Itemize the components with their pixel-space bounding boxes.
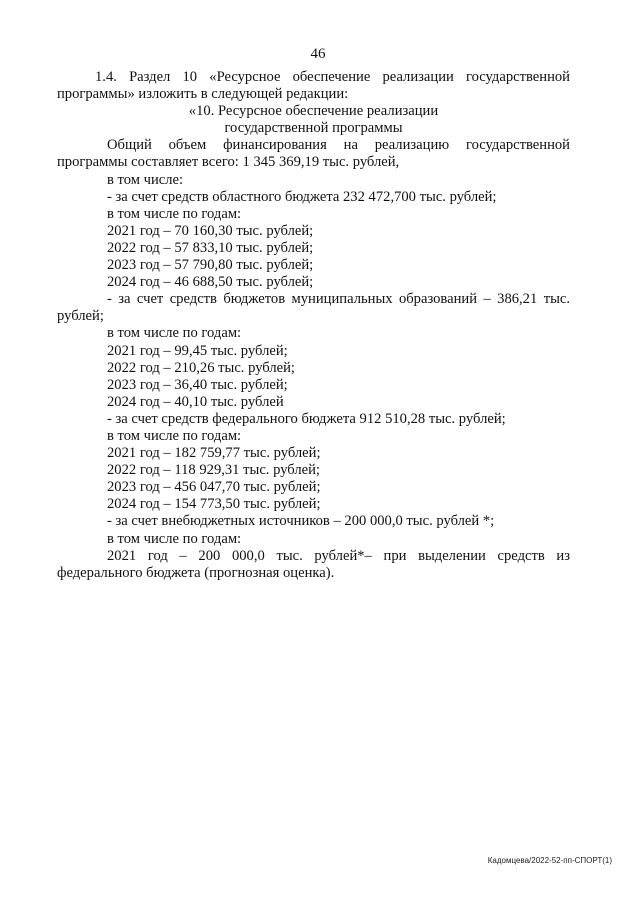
total-funding-line-2: программы составляет всего: 1 345 369,19 тыс. рублей, — [57, 154, 400, 171]
regional-year-2023: 2023 год – 57 790,80 тыс. рублей; — [107, 257, 314, 274]
extrabudgetary-year-2021-line-1: 2021 год – 200 000,0 тыс. рублей*– при выделении средств из — [107, 547, 570, 564]
municipal-year-2024: 2024 год – 40,10 тыс. рублей — [107, 393, 284, 410]
municipal-year-2022: 2022 год – 210,26 тыс. рублей; — [107, 359, 295, 376]
regional-budget-header: - за счет средств областного бюджета 232 472,700 тыс. рублей; — [107, 188, 497, 205]
regional-by-years-label: в том числе по годам: — [107, 205, 242, 222]
municipal-budget-header-line-2: рублей; — [57, 308, 104, 325]
paragraph-1-4-line-1: 1.4. Раздел 10 «Ресурсное обеспечение реализации государственной — [95, 69, 570, 85]
federal-year-2024: 2024 год – 154 773,50 тыс. рублей; — [107, 496, 321, 513]
page-number: 46 — [310, 46, 326, 62]
total-funding-line-1: Общий объем финансирования на реализацию государственной — [107, 137, 570, 154]
federal-year-2023: 2023 год – 456 047,70 тыс. рублей; — [107, 479, 321, 496]
document-body — [57, 69, 570, 582]
federal-by-years-label: в том числе по годам: — [107, 427, 242, 444]
extrabudgetary-year-2021-line-2: федерального бюджета (прогнозная оценка). — [57, 564, 335, 581]
municipal-year-2021: 2021 год – 99,45 тыс. рублей; — [107, 342, 288, 359]
including-label: в том числе: — [107, 171, 184, 188]
municipal-by-years-label: в том числе по годам: — [107, 325, 242, 342]
paragraph-1-4-line-2: программы» изложить в следующей редакции: — [57, 86, 349, 103]
regional-year-2022: 2022 год – 57 833,10 тыс. рублей; — [107, 239, 314, 256]
extrabudgetary-header: - за счет внебюджетных источников – 200 000,0 тыс. рублей *; — [107, 513, 495, 530]
regional-year-2021: 2021 год – 70 160,30 тыс. рублей; — [107, 222, 314, 239]
municipal-year-2023: 2023 год – 36,40 тыс. рублей; — [107, 376, 288, 393]
municipal-budget-header-line-1: - за счет средств бюджетов муниципальных образований – 386,21 тыс. — [107, 291, 570, 308]
federal-budget-header: - за счет средств федерального бюджета 912 510,28 тыс. рублей; — [107, 410, 506, 427]
document-footer-code: Кадомцева/2022-52-пп-СПОРТ(1) — [487, 856, 612, 865]
federal-year-2021: 2021 год – 182 759,77 тыс. рублей; — [107, 445, 321, 462]
regional-year-2024: 2024 год – 46 688,50 тыс. рублей; — [107, 274, 314, 291]
federal-year-2022: 2022 год – 118 929,31 тыс. рублей; — [107, 462, 320, 479]
extrabudgetary-by-years-label: в том числе по годам: — [107, 530, 242, 547]
section-heading-line-1: «10. Ресурсное обеспечение реализации — [188, 103, 439, 120]
section-heading-line-2: государственной программы — [224, 120, 403, 137]
